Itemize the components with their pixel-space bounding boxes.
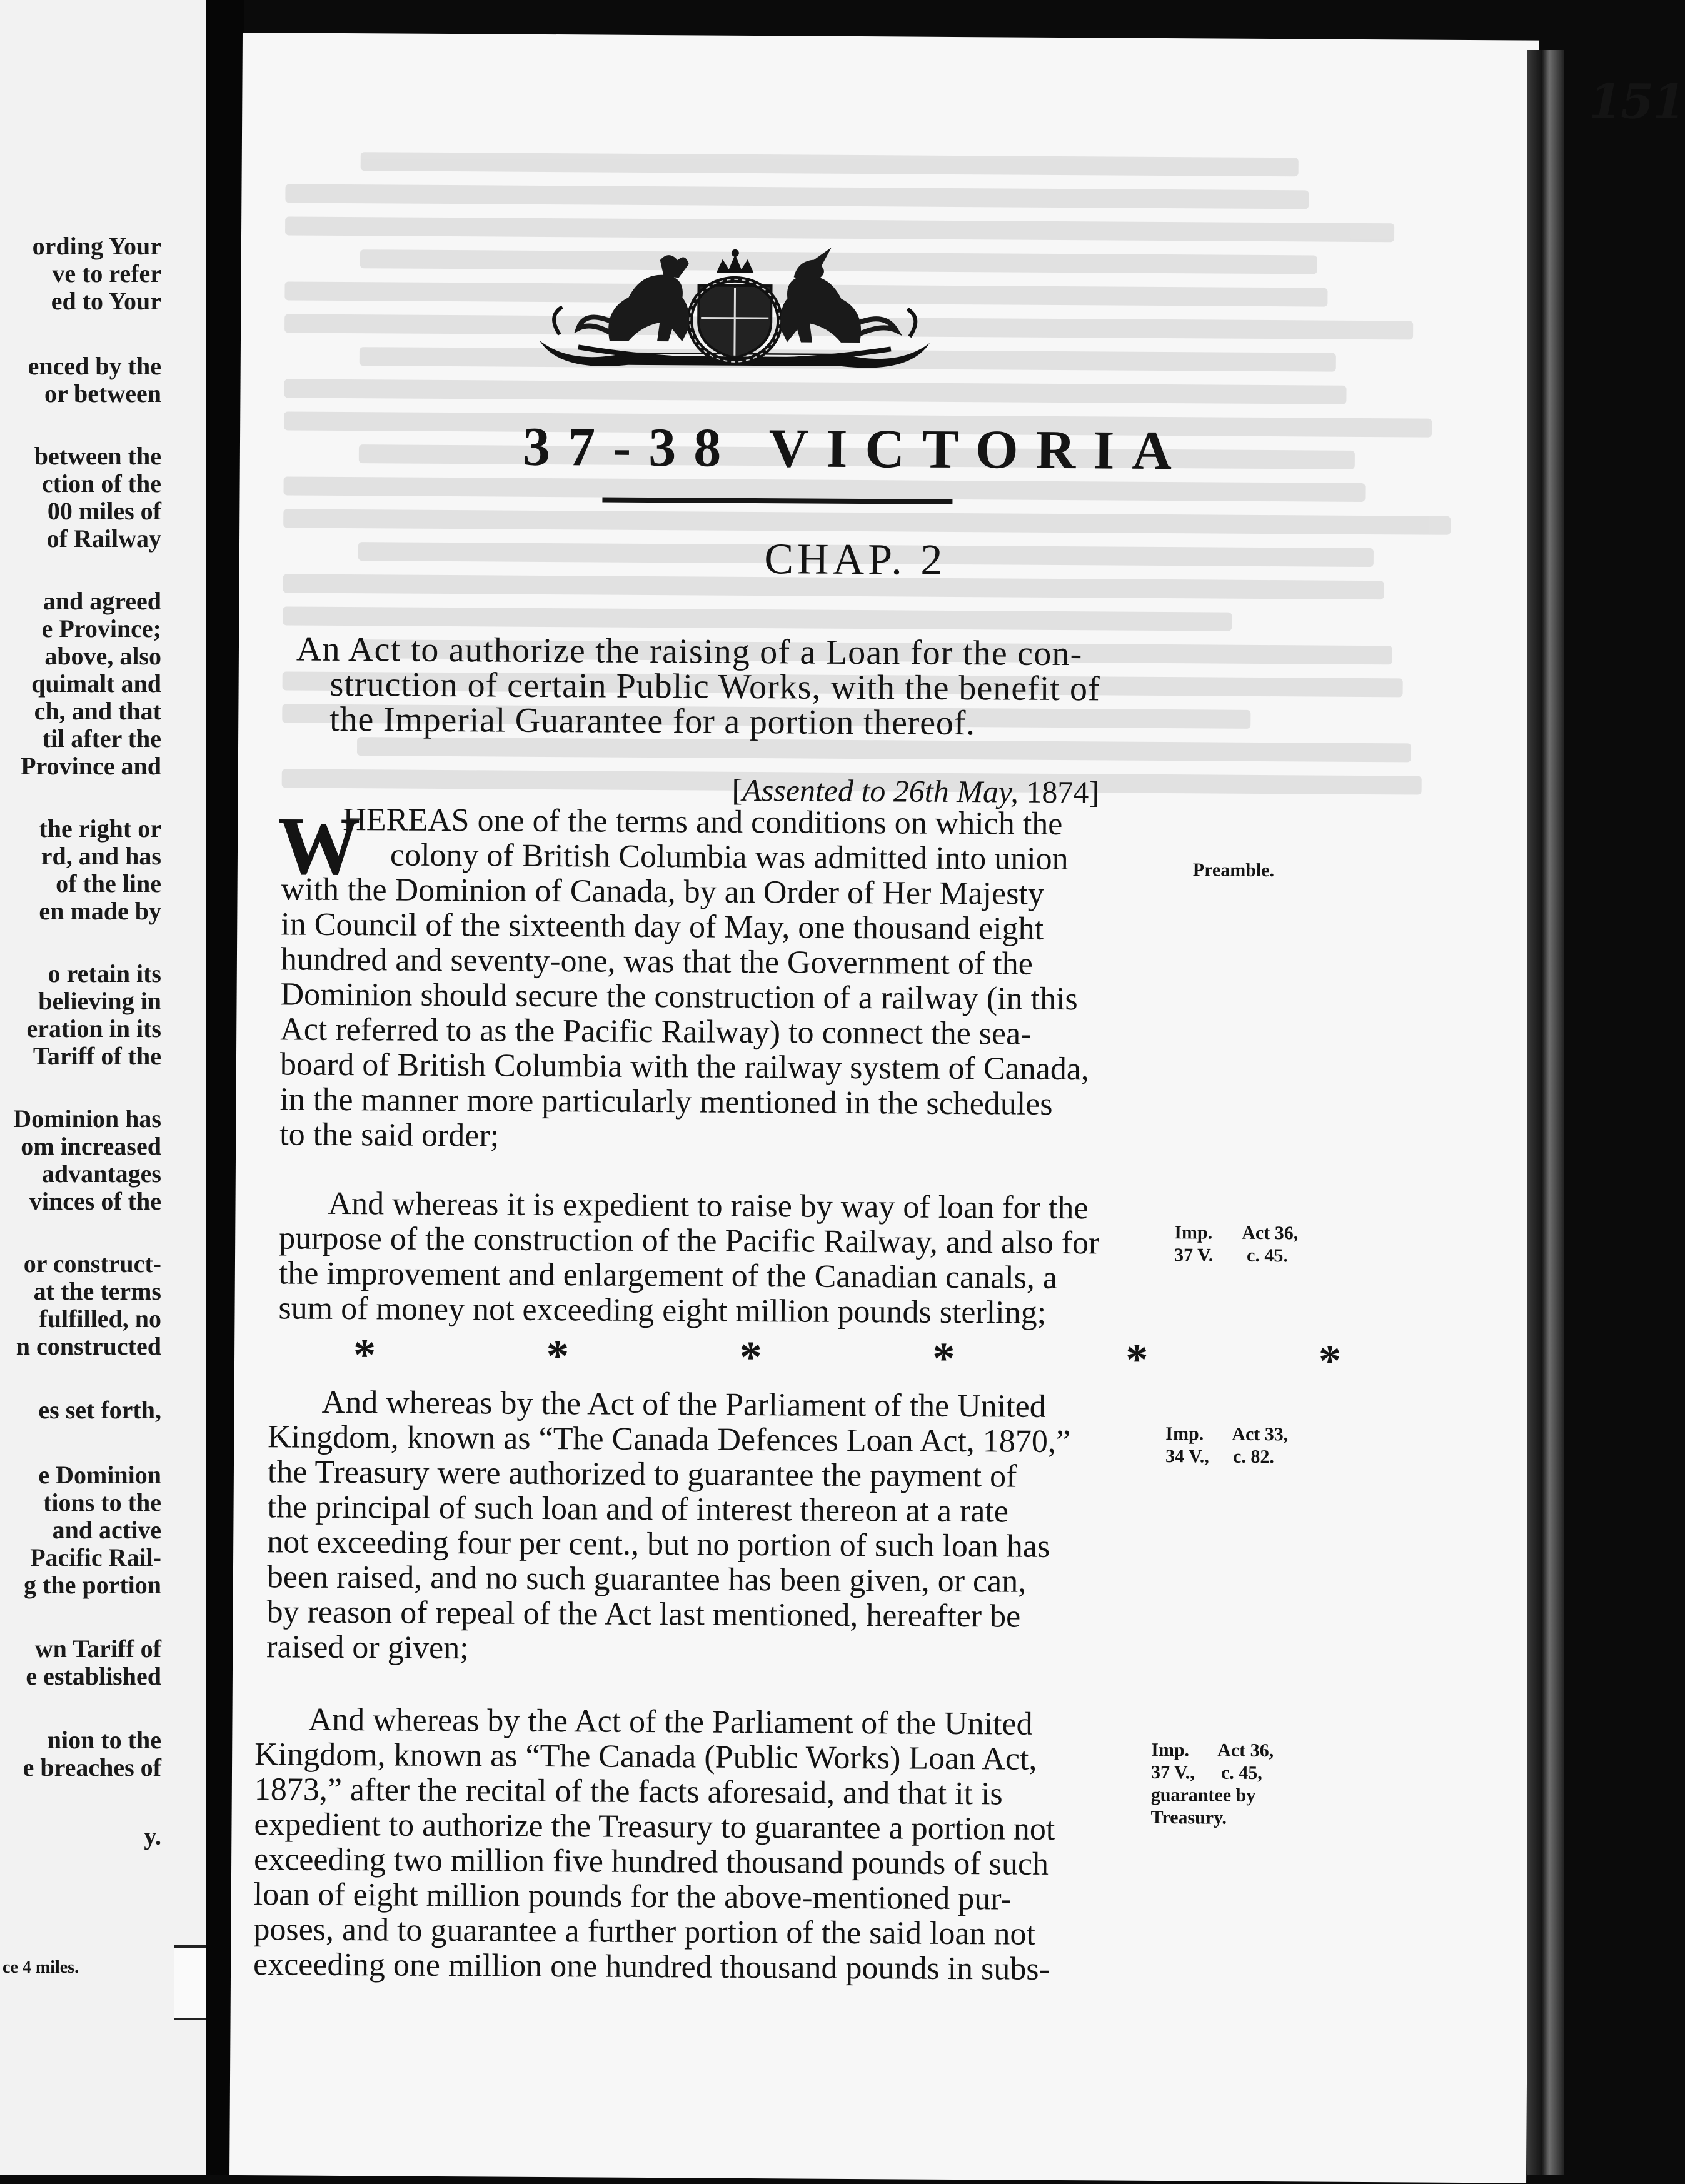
left-page-line: rd, and has	[41, 842, 161, 870]
left-page-line: g the portion	[24, 1571, 161, 1599]
paragraph-3-line: Kingdom, known as “The Canada Defences Loan Act, 1870,”	[268, 1419, 1071, 1460]
left-page-line: ording Your	[32, 232, 161, 260]
left-page-line: o retain its	[48, 959, 161, 988]
left-page-line: n constructed	[16, 1332, 161, 1360]
left-page-line: ch, and that	[34, 697, 161, 725]
margin-note-imp: 37 V.,	[1150, 1761, 1195, 1783]
paragraph-4-line: exceeding two million five hundred thousand pounds of such	[253, 1841, 1049, 1882]
assent-bracket: [	[732, 772, 743, 808]
paragraph-2-line: And whereas it is expedient to raise by way of loan for the	[328, 1185, 1089, 1226]
margin-note-preamble: Preamble.	[1192, 859, 1275, 881]
paragraph-3-line: raised or given;	[266, 1629, 469, 1666]
left-page-line: between the	[34, 442, 161, 470]
paragraph-4-line: And whereas by the Act of the Parliament of the United	[308, 1701, 1033, 1742]
paragraph-4-line: poses, and to guarantee a further portion of the said loan not	[253, 1911, 1036, 1952]
left-page-line: 00 miles of	[47, 497, 161, 525]
chapter-heading: CHAP. 2	[764, 535, 947, 584]
main-page	[229, 33, 1685, 2183]
paragraph-3-line: by reason of repeal of the Act last mentioned, hereafter be	[266, 1594, 1021, 1635]
paragraph-3-line: not exceeding four per cent., but no portion of such loan has	[267, 1524, 1050, 1565]
left-page-text	[0, 0, 206, 2175]
paragraph-3-line: been raised, and no such guarantee has been given, or can,	[266, 1559, 1027, 1600]
left-page-line: believing in	[38, 987, 161, 1015]
royal-coat-of-arms-icon	[535, 247, 935, 374]
left-page-line: fulfilled, no	[39, 1305, 161, 1333]
left-page-line: and agreed	[43, 587, 161, 615]
left-page-line: e established	[26, 1662, 161, 1690]
paragraph-2-line: purpose of the construction of the Pacific Railway, and also for	[279, 1220, 1100, 1261]
left-page-line: or between	[44, 379, 161, 408]
act-title-line: the Imperial Guarantee for a portion thereof.	[329, 699, 976, 743]
paragraph-1-line: in Council of the sixteenth day of May, one thousand eight	[281, 906, 1044, 947]
paragraph-2-line: sum of money not exceeding eight million pounds sterling;	[278, 1290, 1047, 1331]
paragraph-1-line: colony of British Columbia was admitted into union	[390, 837, 1069, 878]
left-page-line: enced by the	[28, 352, 161, 380]
left-page-line: y.	[144, 1822, 161, 1850]
assent-year: 1874]	[1018, 774, 1100, 810]
margin-note-act: Act 36,	[1217, 1740, 1274, 1761]
left-page-line: eration in its	[26, 1014, 161, 1043]
paragraph-4-line: Kingdom, known as “The Canada (Public Works) Loan Act,	[254, 1736, 1037, 1777]
left-page-line: advantages	[41, 1160, 161, 1188]
left-page-line: the right or	[39, 814, 161, 843]
paragraph-1-line: to the said order;	[279, 1116, 500, 1154]
asterisk: *	[739, 1331, 762, 1383]
left-page-line: e Province;	[41, 614, 161, 643]
left-page-line: Dominion has	[13, 1105, 161, 1133]
left-page-line: and active	[52, 1516, 161, 1544]
margin-note-treasury: Treasury.	[1150, 1806, 1227, 1828]
margin-note-act: Act 36,	[1242, 1222, 1299, 1244]
left-page-line: e breaches of	[23, 1753, 161, 1781]
left-page-line: nion to the	[47, 1726, 161, 1754]
margin-note-imp: Imp.	[1165, 1423, 1204, 1445]
margin-note-act: c. 45,	[1220, 1762, 1262, 1784]
margin-note-imp: Imp.	[1174, 1222, 1213, 1243]
show-through-line	[283, 509, 1451, 534]
page-number: 151	[1589, 73, 1685, 130]
asterisk: *	[1318, 1335, 1342, 1386]
paragraph-1-line: board of British Columbia with the railway system of Canada,	[279, 1046, 1090, 1088]
left-page-line: tions to the	[43, 1488, 161, 1516]
asterisk: *	[932, 1333, 955, 1383]
left-page-line: ed to Your	[51, 287, 161, 315]
paragraph-4-line: 1873,” after the recital of the facts aforesaid, and that it is	[254, 1771, 1003, 1812]
left-page-line: at the terms	[33, 1277, 161, 1305]
paragraph-1-line: Act referred to as the Pacific Railway) to connect the sea-	[280, 1011, 1032, 1052]
asterisk: *	[546, 1331, 570, 1381]
left-page-line: Province and	[21, 752, 161, 780]
left-page-footnote: ce 4 miles.	[3, 1958, 79, 1977]
paragraph-4-line: exceeding one million one hundred thousand pounds in subs-	[253, 1946, 1050, 1987]
assent-text: Assented to 26th May,	[742, 772, 1019, 809]
paragraph-3-line: And whereas by the Act of the Parliament of the United	[321, 1384, 1046, 1425]
show-through-line	[283, 606, 1232, 631]
paragraph-2-line: the improvement and enlargement of the Canadian canals, a	[278, 1255, 1058, 1296]
left-page-line: en made by	[39, 897, 161, 925]
left-page-line: of Railway	[46, 524, 161, 553]
act-title-line: struction of certain Public Works, with the benefit of	[329, 664, 1100, 709]
show-through-line	[285, 216, 1394, 242]
left-page-line: Pacific Rail-	[30, 1543, 161, 1571]
margin-note-act: Act 33,	[1232, 1423, 1289, 1445]
paragraph-3-line: the Treasury were authorized to guarantee the payment of	[267, 1454, 1017, 1495]
omission-asterisks	[353, 1330, 1342, 1386]
paragraph-1-line: HEREAS one of the terms and conditions on which the	[343, 802, 1063, 843]
left-page-line: vinces of the	[29, 1187, 161, 1215]
show-through-line	[285, 184, 1309, 209]
left-page-line: es set forth,	[38, 1396, 161, 1424]
paragraph-4-line: loan of eight million pounds for the above-mentioned pur-	[253, 1876, 1012, 1917]
margin-note-imp: 37 V.	[1174, 1245, 1214, 1266]
paragraph-1-line: with the Dominion of Canada, by an Order of Her Majesty	[281, 871, 1045, 912]
margin-note-imp: 34 V.,	[1165, 1446, 1209, 1467]
margin-note-imp: Imp.	[1151, 1739, 1190, 1761]
show-through-line	[361, 152, 1299, 176]
left-page-line: quimalt and	[31, 669, 161, 698]
paragraph-1-line: in the manner more particularly mentioned in the schedules	[279, 1081, 1053, 1122]
left-page-line: Tariff of the	[33, 1042, 161, 1070]
left-page-line: of the line	[56, 869, 161, 898]
left-page-line: ve to refer	[52, 259, 161, 288]
left-page-fragment	[0, 0, 219, 2175]
paragraph-1-line: Dominion should secure the construction of a railway (in this	[280, 976, 1078, 1018]
left-page-line: above, also	[44, 642, 161, 670]
margin-note-act: c. 45.	[1246, 1245, 1289, 1266]
left-page-line: wn Tariff of	[34, 1635, 161, 1663]
show-through-line	[284, 379, 1346, 404]
left-page-line: or construct-	[23, 1250, 161, 1278]
left-page-line: om increased	[21, 1132, 161, 1160]
title-rule	[602, 498, 952, 504]
act-title-line: An Act to authorize the raising of a Loan for the con-	[296, 629, 1083, 674]
left-page-line: e Dominion	[38, 1461, 161, 1489]
asterisk: *	[353, 1330, 376, 1380]
asterisk: *	[1125, 1334, 1149, 1385]
paragraph-4-line: expedient to authorize the Treasury to guarantee a portion not	[254, 1806, 1055, 1847]
paragraph-3-line: the principal of such loan and of interest thereon at a rate	[267, 1489, 1009, 1530]
paragraph-1-line: hundred and seventy-one, was that the Government of the	[280, 941, 1033, 982]
margin-note-act: c. 82.	[1233, 1446, 1275, 1468]
page-edge-stack	[1527, 50, 1564, 2175]
drop-cap: W	[277, 799, 361, 893]
margin-note-guarantee: guarantee by	[1150, 1784, 1256, 1806]
left-page-line: til after the	[42, 724, 161, 753]
left-page-line: ction of the	[41, 469, 161, 498]
volume-title: 37-38 VICTORIA	[522, 416, 1190, 482]
